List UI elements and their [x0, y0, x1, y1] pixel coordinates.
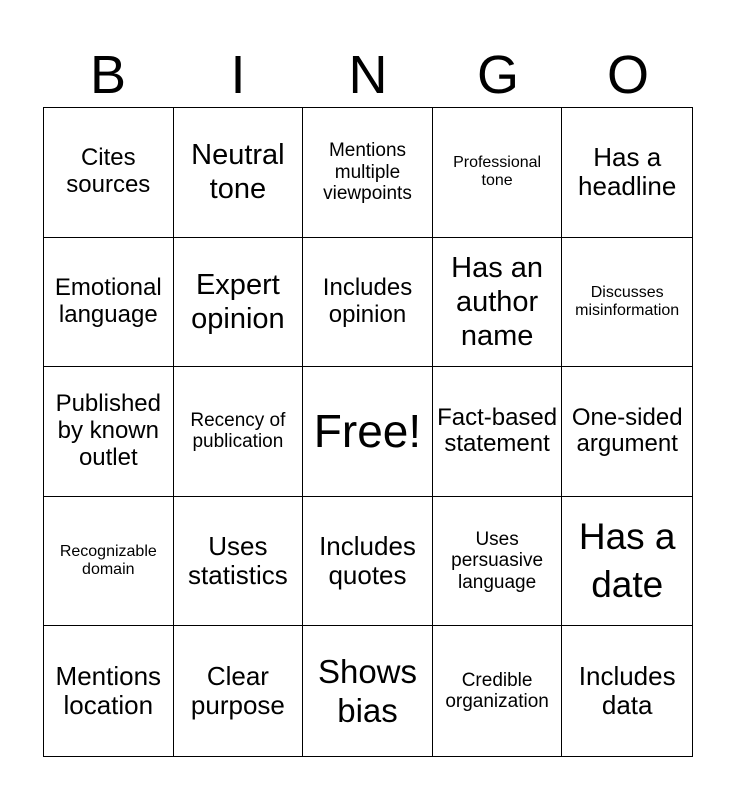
header-letter-i: I — [230, 45, 246, 105]
bingo-cell[interactable]: Uses statistics — [174, 497, 304, 627]
bingo-cell[interactable]: Includes opinion — [303, 238, 433, 368]
bingo-cell[interactable]: Professional tone — [433, 108, 563, 238]
bingo-cell[interactable]: Has a date — [562, 497, 692, 627]
bingo-cell[interactable]: Expert opinion — [174, 238, 304, 368]
bingo-cell[interactable]: Mentions multiple viewpoints — [303, 108, 433, 238]
header-letter-b: B — [89, 45, 127, 105]
header-letter-o: O — [606, 45, 649, 105]
bingo-cell[interactable]: Includes quotes — [303, 497, 433, 627]
bingo-cell[interactable]: Shows bias — [303, 626, 433, 756]
bingo-cell[interactable]: Mentions location — [44, 626, 174, 756]
bingo-cell[interactable]: Published by known outlet — [44, 367, 174, 497]
bingo-cell[interactable]: Recency of publication — [174, 367, 304, 497]
header-letter-g: G — [476, 45, 519, 105]
bingo-cell[interactable]: Discusses misinformation — [562, 238, 692, 368]
bingo-cell[interactable]: Includes data — [578, 661, 676, 721]
bingo-cell[interactable]: Has an author name — [433, 238, 563, 368]
bingo-header — [43, 46, 693, 104]
bingo-cell[interactable]: Emotional language — [44, 238, 174, 368]
bingo-board — [43, 107, 693, 757]
bingo-cell[interactable]: Recognizable domain — [44, 497, 174, 627]
bingo-cell[interactable]: Clear purpose — [174, 626, 304, 756]
bingo-cell[interactable]: Has a headline — [562, 108, 692, 238]
free-space-cell[interactable]: Free! — [303, 367, 433, 497]
bingo-cell[interactable]: Credible organization — [433, 626, 563, 756]
bingo-cell[interactable]: Cites sources — [44, 108, 174, 238]
bingo-cell[interactable]: Uses persuasive language — [433, 497, 563, 627]
bingo-cell[interactable]: Fact-based statement — [433, 367, 563, 497]
bingo-cell[interactable]: One-sided argument — [562, 367, 692, 497]
header-letter-n: N — [348, 45, 388, 105]
bingo-cell[interactable]: Neutral tone — [174, 108, 304, 238]
